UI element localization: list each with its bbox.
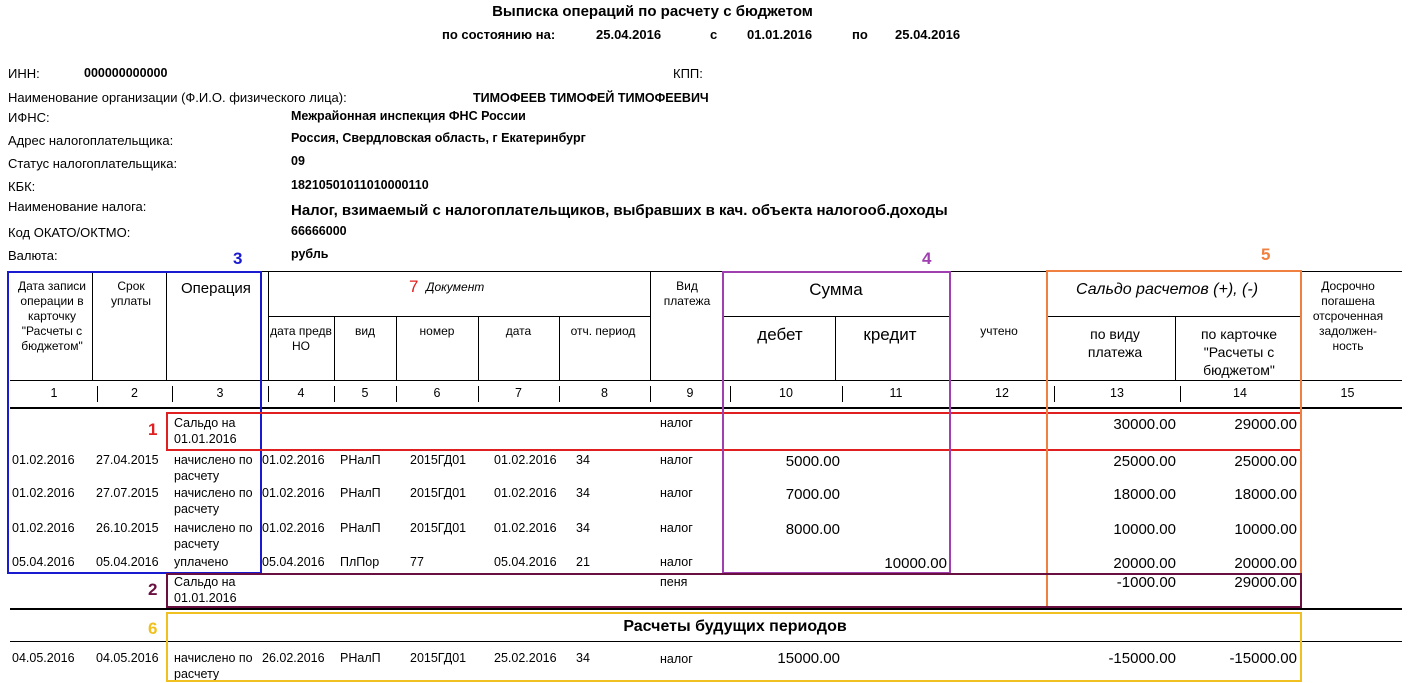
- row-predv-date: 01.02.2016: [262, 521, 325, 535]
- inn-label: ИНН:: [8, 66, 40, 81]
- state-label: по состоянию на:: [442, 27, 556, 42]
- row-saldo-by-type: 18000.00: [1113, 486, 1176, 503]
- col-header-saldo-by-type: по виду платежа: [1087, 326, 1143, 360]
- row-operation: начислено по расчету: [174, 453, 253, 483]
- future-periods-title: Расчеты будущих периодов: [623, 618, 847, 635]
- col-number: 11: [889, 386, 903, 400]
- col-header-saldo: Сальдо расчетов (+), (-): [1075, 281, 1259, 298]
- col-number: 4: [297, 386, 305, 400]
- to-date: 25.04.2016: [895, 27, 961, 42]
- row-due-date: 27.07.2015: [96, 486, 159, 500]
- okato-label: Код ОКАТО/ОКТМО:: [8, 225, 131, 240]
- marker-6: 6: [148, 619, 158, 638]
- col-number: 15: [1340, 386, 1355, 400]
- row-record-date: 01.02.2016: [12, 453, 75, 467]
- row-payment-type: налог: [660, 521, 693, 535]
- row-debit: 5000.00: [785, 453, 840, 470]
- col-header-operation: Операция: [181, 280, 251, 297]
- future-payment-type: налог: [660, 652, 693, 666]
- saldo1-payment-type: налог: [660, 416, 693, 430]
- row-payment-type: налог: [660, 453, 693, 467]
- row-saldo-by-card: 10000.00: [1234, 521, 1297, 538]
- row-saldo-by-type: 20000.00: [1113, 555, 1176, 572]
- row-record-date: 01.02.2016: [12, 521, 75, 535]
- row-predv-date: 01.02.2016: [262, 486, 325, 500]
- col-number: 6: [433, 386, 441, 400]
- row-doc-number: 2015ГД01: [410, 521, 467, 535]
- col-header-predv-date: дата предв НО: [270, 324, 332, 353]
- col-number: 5: [361, 386, 369, 400]
- currency-label: Валюта:: [8, 248, 58, 263]
- row-doc-date: 05.04.2016: [494, 555, 557, 569]
- col-header-period: отч. период: [570, 324, 636, 338]
- row-operation: уплачено: [174, 555, 229, 569]
- annotation-box-2: [166, 573, 1302, 608]
- row-credit: 10000.00: [884, 555, 947, 572]
- row-saldo-by-card: 18000.00: [1234, 486, 1297, 503]
- from-label: с: [710, 27, 718, 42]
- row-operation: начислено по расчету: [174, 521, 253, 551]
- col-number: 3: [216, 386, 224, 400]
- kbk-label: КБК:: [8, 179, 36, 194]
- col-header-due-date: Срок уплаты: [110, 279, 152, 308]
- row-doc-date: 01.02.2016: [494, 521, 557, 535]
- col-number: 13: [1110, 386, 1124, 400]
- row-doc-type: РНалП: [340, 521, 381, 535]
- col-header-accounted: учтено: [980, 324, 1018, 338]
- row-saldo-by-type: 10000.00: [1113, 521, 1176, 538]
- from-date: 01.01.2016: [747, 27, 813, 42]
- row-doc-type: РНалП: [340, 453, 381, 467]
- col-number: 2: [131, 386, 138, 400]
- doc-header-border: [268, 316, 650, 317]
- col-number: 9: [686, 386, 694, 400]
- kbk-value: 18210501011010000110: [291, 178, 429, 192]
- future-doc-date: 25.02.2016: [494, 651, 557, 665]
- annotation-box-5: [1046, 270, 1302, 608]
- okato-value: 66666000: [291, 224, 347, 238]
- page-title: Выписка операций по расчету с бюджетом: [492, 3, 813, 20]
- future-doc-number: 2015ГД01: [410, 651, 467, 665]
- row-operation: начислено по расчету: [174, 486, 253, 516]
- status-label: Статус налогоплательщика:: [8, 156, 178, 171]
- col-number: 12: [995, 386, 1009, 400]
- saldo2-by-type: -1000.00: [1116, 574, 1176, 591]
- section-divider: [10, 608, 1402, 610]
- tax-label: Наименование налога:: [8, 199, 147, 214]
- saldo2-operation: Сальдо на 01.01.2016: [174, 575, 237, 605]
- annotation-box-6: [166, 612, 1302, 682]
- col-header-payment-type: Вид платежа: [663, 279, 711, 308]
- future-doc-type: РНалП: [340, 651, 381, 665]
- col-number: 7: [515, 386, 522, 400]
- col-header-sum: Сумма: [809, 280, 863, 299]
- row-doc-type: РНалП: [340, 486, 381, 500]
- future-debit: 15000.00: [777, 650, 840, 667]
- row-predv-date: 01.02.2016: [262, 453, 325, 467]
- state-date: 25.04.2016: [596, 27, 662, 42]
- col-header-early-repaid: Досрочно погашена отсроченная задолжен-ность: [1312, 279, 1384, 353]
- row-saldo-by-type: 25000.00: [1113, 453, 1176, 470]
- tax-value: Налог, взимаемый с налогоплательщиков, выбравших в кач. объекта налогооб.доходы: [291, 202, 948, 219]
- future-predv-date: 26.02.2016: [262, 651, 325, 665]
- saldo2-by-card: 29000.00: [1234, 574, 1297, 591]
- row-doc-type: ПлПор: [340, 555, 380, 569]
- col-number: 14: [1233, 386, 1247, 400]
- row-due-date: 05.04.2016: [96, 555, 159, 569]
- marker-5: 5: [1261, 245, 1271, 264]
- row-saldo-by-card: 20000.00: [1234, 555, 1297, 572]
- row-period: 34: [576, 453, 590, 467]
- ifns-value: Межрайонная инспекция ФНС России: [291, 109, 526, 123]
- row-debit: 7000.00: [785, 486, 840, 503]
- org-value: ТИМОФЕЕВ ТИМОФЕЙ ТИМОФЕЕВИЧ: [473, 91, 709, 105]
- row-doc-number: 77: [410, 555, 424, 569]
- row-doc-date: 01.02.2016: [494, 486, 557, 500]
- marker-7: 7: [409, 277, 419, 296]
- marker-3: 3: [233, 249, 243, 268]
- future-saldo-by-type: -15000.00: [1108, 650, 1176, 667]
- row-due-date: 26.10.2015: [96, 521, 159, 535]
- org-label: Наименование организации (Ф.И.О. физического лица):: [8, 90, 347, 105]
- row-doc-number: 2015ГД01: [410, 453, 467, 467]
- address-label: Адрес налогоплательщика:: [8, 133, 174, 148]
- future-operation: начислено по расчету: [174, 651, 253, 681]
- col-number: 8: [601, 386, 608, 400]
- col-header-document: Документ: [426, 280, 485, 294]
- row-debit: 8000.00: [785, 521, 840, 538]
- marker-4: 4: [922, 249, 932, 268]
- future-due-date: 04.05.2016: [96, 651, 159, 665]
- col-header-debit: дебет: [757, 325, 803, 344]
- marker-1: 1: [148, 420, 158, 439]
- address-value: Россия, Свердловская область, г Екатеринбург: [291, 131, 586, 145]
- col-divider: [559, 316, 560, 380]
- kpp-label: КПП:: [673, 66, 703, 81]
- currency-value: рубль: [291, 247, 329, 261]
- ifns-label: ИФНС:: [8, 110, 50, 125]
- saldo1-by-card: 29000.00: [1234, 416, 1297, 433]
- to-label: по: [852, 27, 868, 42]
- col-header-saldo-by-card: по карточке "Расчеты с бюджетом": [1200, 326, 1278, 378]
- row-payment-type: налог: [660, 486, 693, 500]
- annotation-box-4: [722, 271, 951, 574]
- row-period: 34: [576, 521, 590, 535]
- row-predv-date: 05.04.2016: [262, 555, 325, 569]
- saldo2-payment-type: пеня: [660, 575, 688, 589]
- col-number: 1: [50, 386, 58, 400]
- row-due-date: 27.04.2015: [96, 453, 159, 467]
- col-header-doc-type: вид: [354, 324, 376, 338]
- future-saldo-by-card: -15000.00: [1229, 650, 1297, 667]
- future-record-date: 04.05.2016: [12, 651, 75, 665]
- saldo1-by-type: 30000.00: [1113, 416, 1176, 433]
- row-period: 34: [576, 486, 590, 500]
- status-value: 09: [291, 154, 305, 168]
- row-record-date: 05.04.2016: [12, 555, 75, 569]
- saldo1-operation: Сальдо на 01.01.2016: [174, 416, 237, 446]
- row-record-date: 01.02.2016: [12, 486, 75, 500]
- col-header-credit: кредит: [863, 325, 917, 344]
- inn-value: 000000000000: [84, 66, 168, 80]
- row-doc-number: 2015ГД01: [410, 486, 467, 500]
- marker-2: 2: [148, 580, 158, 599]
- col-divider: [650, 271, 651, 380]
- row-payment-type: налог: [660, 555, 693, 569]
- future-period: 34: [576, 651, 590, 665]
- row-period: 21: [576, 555, 590, 569]
- row-saldo-by-card: 25000.00: [1234, 453, 1297, 470]
- col-header-record-date: Дата записи операции в карточку "Расчеты с бюджетом": [18, 279, 86, 353]
- col-header-doc-date: дата: [505, 324, 532, 338]
- col-number: 10: [779, 386, 793, 400]
- row-doc-date: 01.02.2016: [494, 453, 557, 467]
- col-header-doc-number: номер: [419, 324, 455, 338]
